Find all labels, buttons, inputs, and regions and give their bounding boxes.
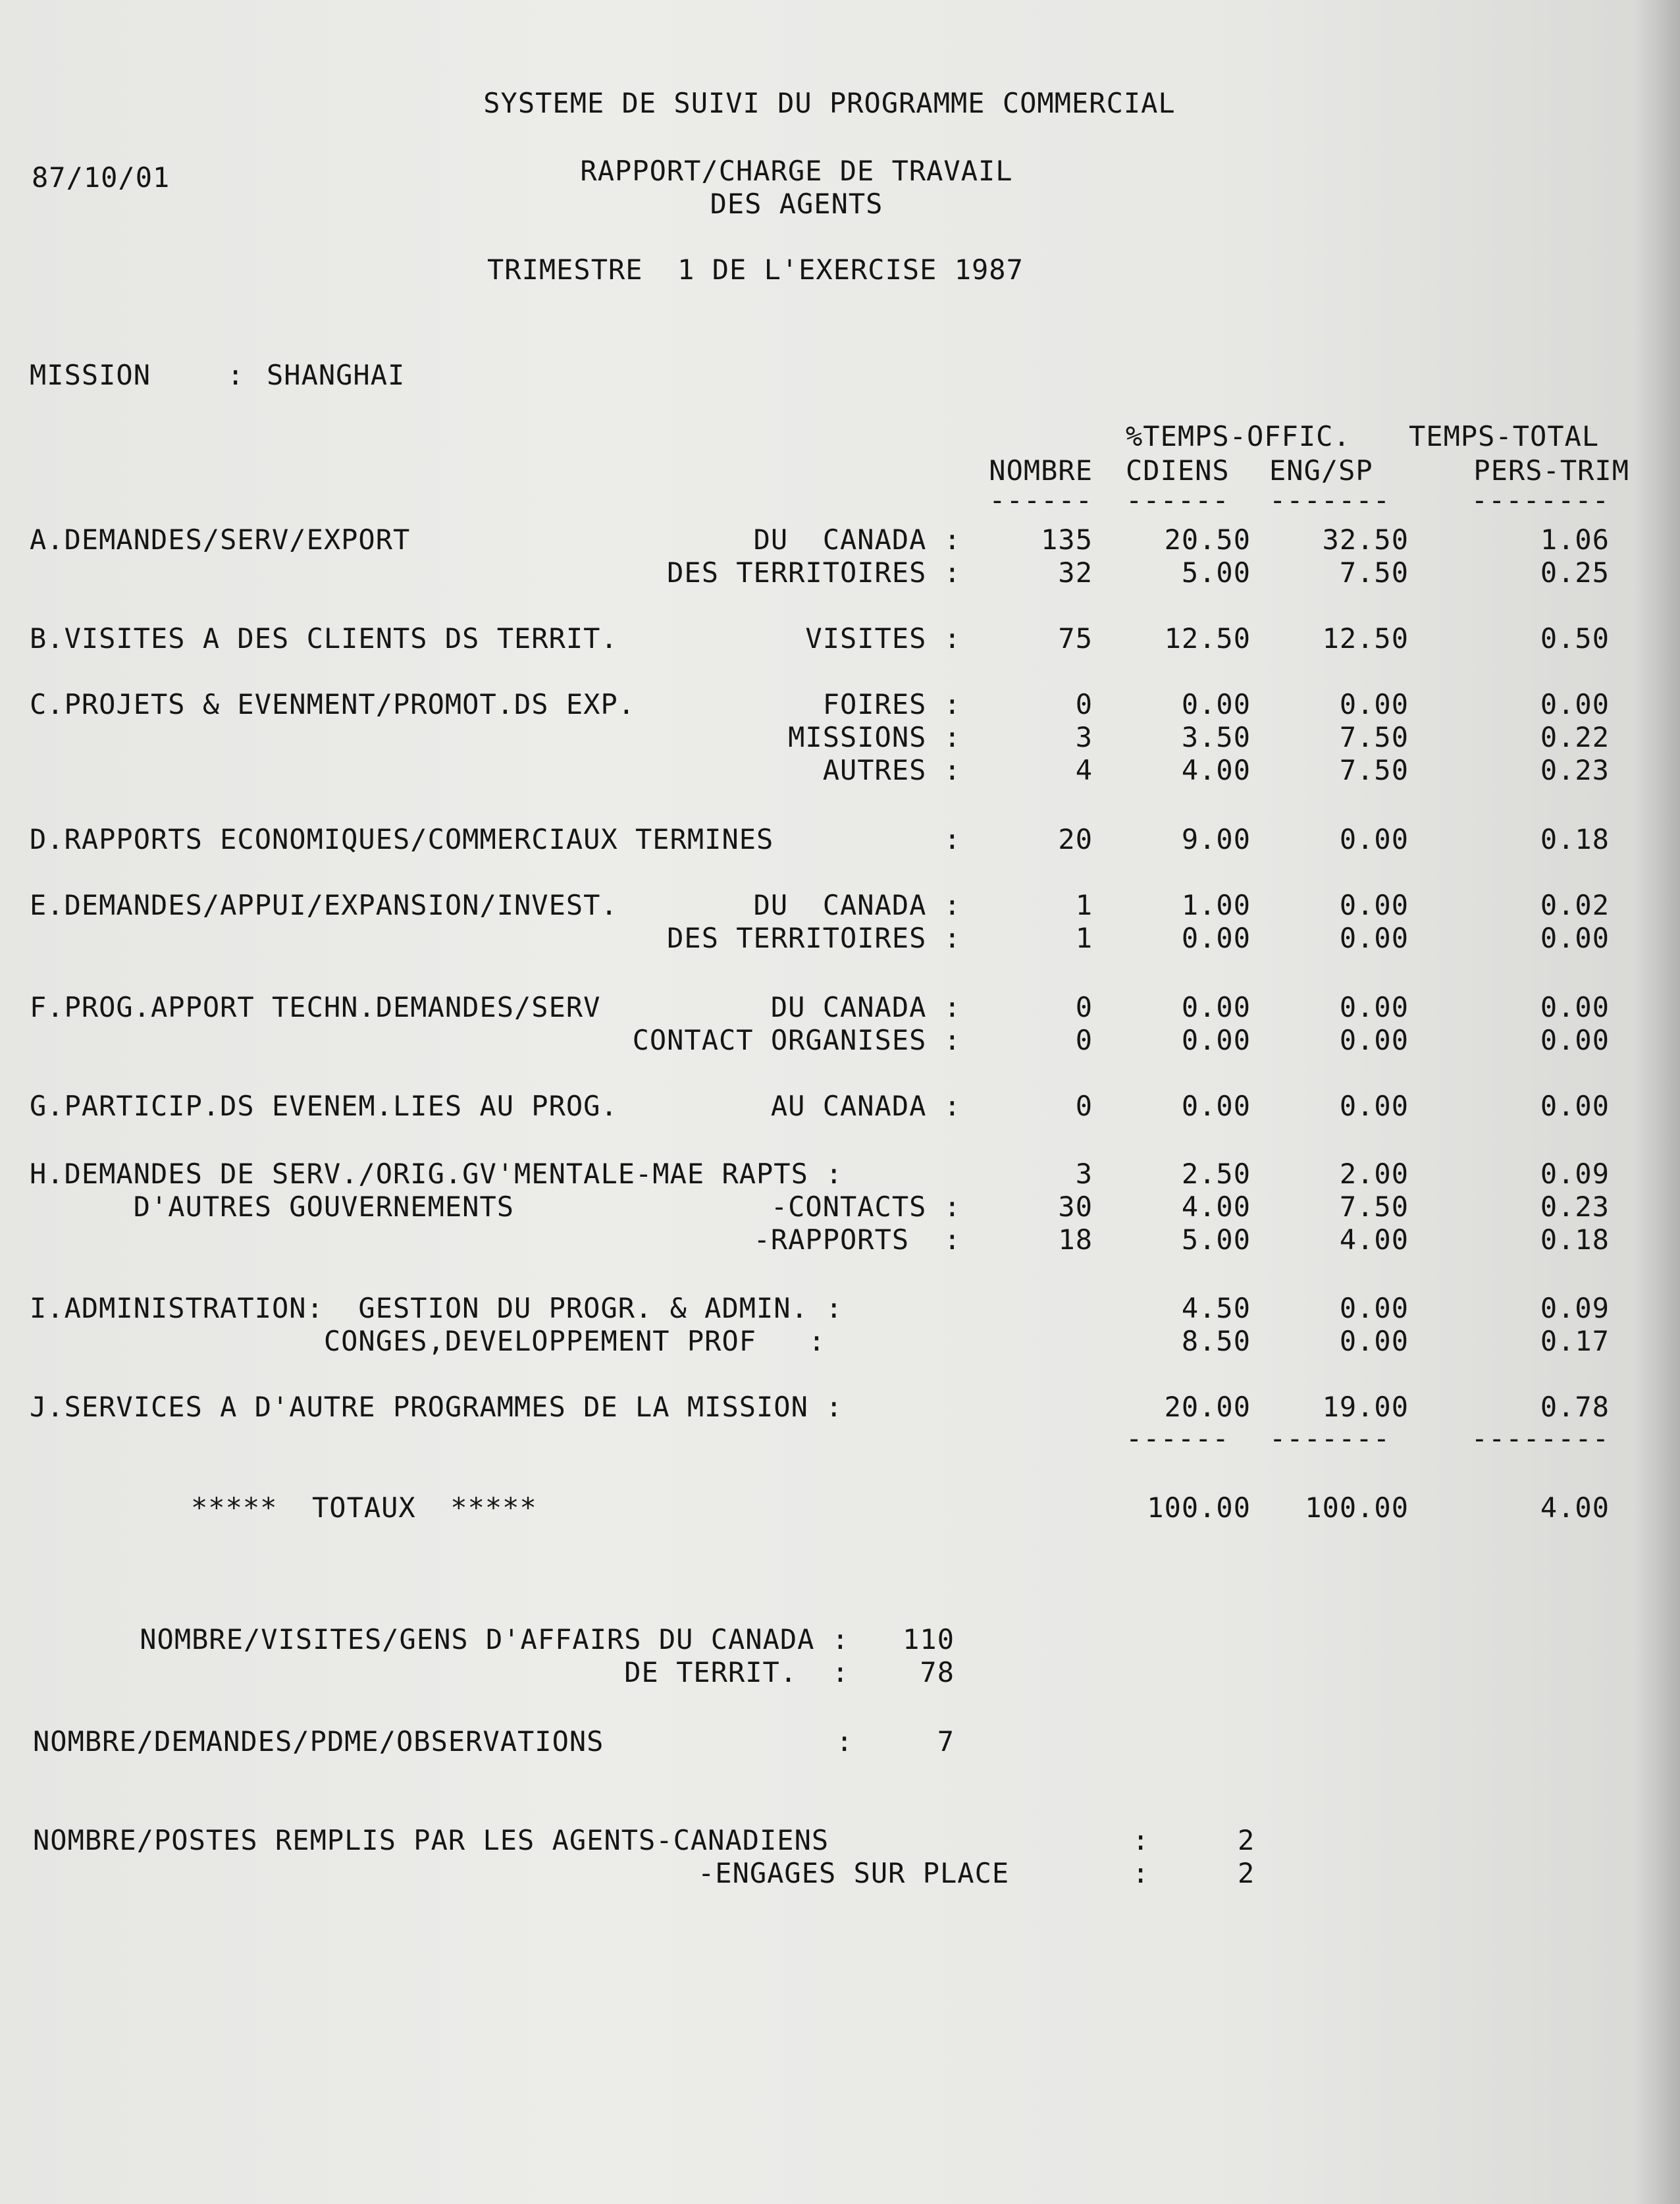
- row-c3-pers: 0.23: [1540, 754, 1610, 786]
- postes-label: NOMBRE/POSTES REMPLIS PAR LES AGENTS-CANADIENS: [33, 1824, 829, 1856]
- row-b-sub: VISITES :: [805, 622, 961, 655]
- row-c2-nombre: 3: [1075, 721, 1093, 753]
- row-i-cdiens: 4.50: [1181, 1292, 1251, 1324]
- row-g-sub: AU CANADA :: [770, 1090, 961, 1122]
- system-title: SYSTEME DE SUIVI DU PROGRAMME COMMERCIAL: [483, 87, 1176, 119]
- row-g-engsp: 0.00: [1339, 1090, 1409, 1122]
- row-f-label: F.PROG.APPORT TECHN.DEMANDES/SERV: [30, 991, 601, 1023]
- row-f2-nombre: 0: [1075, 1024, 1093, 1056]
- row-h2-engsp: 7.50: [1339, 1191, 1409, 1223]
- col-rule-pers-trim: --------: [1471, 484, 1610, 516]
- row-c3-nombre: 4: [1075, 754, 1093, 786]
- totals-rule-cdiens: ------: [1126, 1422, 1230, 1455]
- row-b-label: B.VISITES A DES CLIENTS DS TERRIT.: [30, 622, 618, 655]
- row-d-engsp: 0.00: [1339, 823, 1409, 855]
- row-a2-pers: 0.25: [1540, 556, 1610, 589]
- row-c3-cdiens: 4.00: [1181, 754, 1251, 786]
- row-h2-pers: 0.23: [1540, 1191, 1610, 1223]
- row-c3-engsp: 7.50: [1339, 754, 1409, 786]
- col-header-temps-total: TEMPS-TOTAL: [1409, 420, 1600, 452]
- totals-rule-pers: --------: [1471, 1422, 1610, 1455]
- row-h3-cdiens: 5.00: [1181, 1223, 1251, 1256]
- row-h3-engsp: 4.00: [1339, 1223, 1409, 1256]
- row-i2-label: CONGES,DEVELOPPEMENT PROF :: [30, 1325, 826, 1357]
- row-c2-pers: 0.22: [1540, 721, 1610, 753]
- row-e-cdiens: 1.00: [1181, 889, 1251, 921]
- row-e2-sub: DES TERRITOIRES :: [667, 922, 961, 954]
- row-f-nombre: 0: [1075, 991, 1093, 1023]
- row-h-label: H.DEMANDES DE SERV./ORIG.GV'MENTALE-MAE RAPTS :: [30, 1158, 843, 1190]
- visites-territ-value: 78: [920, 1656, 955, 1688]
- row-c-cdiens: 0.00: [1181, 688, 1251, 720]
- col-rule-nombre: ------: [989, 484, 1093, 516]
- col-rule-cdiens: ------: [1126, 484, 1230, 516]
- page-edge-shadow: [1634, 0, 1680, 2204]
- row-h3-nombre: 18: [1058, 1223, 1093, 1256]
- col-header-pers-trim: PERS-TRIM: [1473, 454, 1629, 487]
- pdme-separator: :: [836, 1725, 854, 1758]
- pdme-value: 7: [937, 1725, 955, 1758]
- row-j-label: J.SERVICES A D'AUTRE PROGRAMMES DE LA MISSION :: [30, 1391, 843, 1423]
- row-e-label: E.DEMANDES/APPUI/EXPANSION/INVEST.: [30, 889, 618, 921]
- row-b-nombre: 75: [1058, 622, 1093, 655]
- row-j-pers: 0.78: [1540, 1391, 1610, 1423]
- row-d-pers: 0.18: [1540, 823, 1610, 855]
- row-a-nombre: 135: [1041, 524, 1093, 556]
- col-rule-engsp: -------: [1269, 484, 1391, 516]
- col-header-nombre: NOMBRE: [989, 454, 1093, 487]
- totals-label: ***** TOTAUX *****: [191, 1492, 537, 1524]
- row-g-label: G.PARTICIP.DS EVENEM.LIES AU PROG.: [30, 1090, 618, 1122]
- mission-value: SHANGHAI: [267, 359, 406, 391]
- row-a2-cdiens: 5.00: [1181, 556, 1251, 589]
- row-b-pers: 0.50: [1540, 622, 1610, 655]
- row-h-nombre: 3: [1075, 1158, 1093, 1190]
- row-d-nombre: 20: [1058, 823, 1093, 855]
- row-i2-pers: 0.17: [1540, 1325, 1610, 1357]
- totals-cdiens: 100.00: [1147, 1492, 1251, 1524]
- row-i-pers: 0.09: [1540, 1292, 1610, 1324]
- row-c-pers: 0.00: [1540, 688, 1610, 720]
- row-e-nombre: 1: [1075, 889, 1093, 921]
- row-e2-pers: 0.00: [1540, 922, 1610, 954]
- col-header-pct-temps: %TEMPS-OFFIC.: [1126, 420, 1351, 452]
- mission-separator: :: [227, 359, 245, 391]
- row-h3-sub: -RAPPORTS :: [753, 1223, 961, 1256]
- col-header-engsp: ENG/SP: [1269, 454, 1373, 487]
- row-h2-cdiens: 4.00: [1181, 1191, 1251, 1223]
- row-i-label: I.ADMINISTRATION: GESTION DU PROGR. & ADMIN. :: [30, 1292, 843, 1324]
- row-c2-cdiens: 3.50: [1181, 721, 1251, 753]
- totals-engsp: 100.00: [1305, 1492, 1409, 1524]
- visites-territ-label: DE TERRIT. :: [624, 1656, 849, 1688]
- row-f2-engsp: 0.00: [1339, 1024, 1409, 1056]
- row-d-sub: :: [943, 823, 961, 855]
- row-h2-nombre: 30: [1058, 1191, 1093, 1223]
- row-j-cdiens: 20.00: [1164, 1391, 1251, 1423]
- report-title-line-1: RAPPORT/CHARGE DE TRAVAIL: [580, 155, 1013, 187]
- row-c2-sub: MISSIONS :: [788, 721, 961, 753]
- row-h2-label: D'AUTRES GOUVERNEMENTS: [30, 1191, 515, 1223]
- row-e2-engsp: 0.00: [1339, 922, 1409, 954]
- mission-label: MISSION: [30, 359, 151, 391]
- row-f-engsp: 0.00: [1339, 991, 1409, 1023]
- row-h-cdiens: 2.50: [1181, 1158, 1251, 1190]
- row-c2-engsp: 7.50: [1339, 721, 1409, 753]
- row-a2-nombre: 32: [1058, 556, 1093, 589]
- row-c-engsp: 0.00: [1339, 688, 1409, 720]
- row-h-engsp: 2.00: [1339, 1158, 1409, 1190]
- report-date: 87/10/01: [32, 161, 171, 194]
- row-f-cdiens: 0.00: [1181, 991, 1251, 1023]
- visites-canada-label: NOMBRE/VISITES/GENS D'AFFAIRS DU CANADA :: [140, 1623, 849, 1655]
- row-f-sub: DU CANADA :: [770, 991, 961, 1023]
- postes-separator-2: :: [1132, 1857, 1150, 1889]
- col-header-cdiens: CDIENS: [1126, 454, 1230, 487]
- row-e-pers: 0.02: [1540, 889, 1610, 921]
- row-a-cdiens: 20.50: [1164, 524, 1251, 556]
- visites-canada-value: 110: [903, 1623, 955, 1655]
- row-e2-cdiens: 0.00: [1181, 922, 1251, 954]
- row-e-sub: DU CANADA :: [753, 889, 961, 921]
- postes-separator-1: :: [1132, 1824, 1150, 1856]
- row-j-engsp: 19.00: [1322, 1391, 1409, 1423]
- row-a2-sub: DES TERRITOIRES :: [667, 556, 961, 589]
- postes-value-1: 2: [1238, 1824, 1255, 1856]
- row-i2-engsp: 0.00: [1339, 1325, 1409, 1357]
- row-i-engsp: 0.00: [1339, 1292, 1409, 1324]
- row-f2-cdiens: 0.00: [1181, 1024, 1251, 1056]
- totals-pers: 4.00: [1540, 1492, 1610, 1524]
- report-title-line-2: DES AGENTS: [710, 188, 883, 220]
- row-a-pers: 1.06: [1540, 524, 1610, 556]
- postes-value-2: 2: [1238, 1857, 1255, 1889]
- row-e2-nombre: 1: [1075, 922, 1093, 954]
- row-c3-sub: AUTRES :: [822, 754, 961, 786]
- row-f2-pers: 0.00: [1540, 1024, 1610, 1056]
- row-f-pers: 0.00: [1540, 991, 1610, 1023]
- row-b-cdiens: 12.50: [1164, 622, 1251, 655]
- pdme-label: NOMBRE/DEMANDES/PDME/OBSERVATIONS: [33, 1725, 604, 1758]
- row-g-nombre: 0: [1075, 1090, 1093, 1122]
- reporting-period: TRIMESTRE 1 DE L'EXERCISE 1987: [487, 254, 1024, 286]
- row-e-engsp: 0.00: [1339, 889, 1409, 921]
- row-a-sub: DU CANADA :: [753, 524, 961, 556]
- row-b-engsp: 12.50: [1322, 622, 1409, 655]
- postes-label-2: -ENGAGES SUR PLACE: [698, 1857, 1010, 1889]
- row-c-label: C.PROJETS & EVENMENT/PROMOT.DS EXP.: [30, 688, 636, 720]
- row-a2-engsp: 7.50: [1339, 556, 1409, 589]
- row-g-pers: 0.00: [1540, 1090, 1610, 1122]
- row-a-label: A.DEMANDES/SERV/EXPORT: [30, 524, 411, 556]
- row-h-pers: 0.09: [1540, 1158, 1610, 1190]
- row-f2-sub: CONTACT ORGANISES :: [632, 1024, 961, 1056]
- row-c-nombre: 0: [1075, 688, 1093, 720]
- row-c-sub: FOIRES :: [822, 688, 961, 720]
- row-d-label: D.RAPPORTS ECONOMIQUES/COMMERCIAUX TERMINES: [30, 823, 774, 855]
- row-h3-pers: 0.18: [1540, 1223, 1610, 1256]
- row-a-engsp: 32.50: [1322, 524, 1409, 556]
- row-i2-cdiens: 8.50: [1181, 1325, 1251, 1357]
- totals-rule-engsp: -------: [1269, 1422, 1391, 1455]
- row-h2-sub: -CONTACTS :: [770, 1191, 961, 1223]
- row-d-cdiens: 9.00: [1181, 823, 1251, 855]
- row-g-cdiens: 0.00: [1181, 1090, 1251, 1122]
